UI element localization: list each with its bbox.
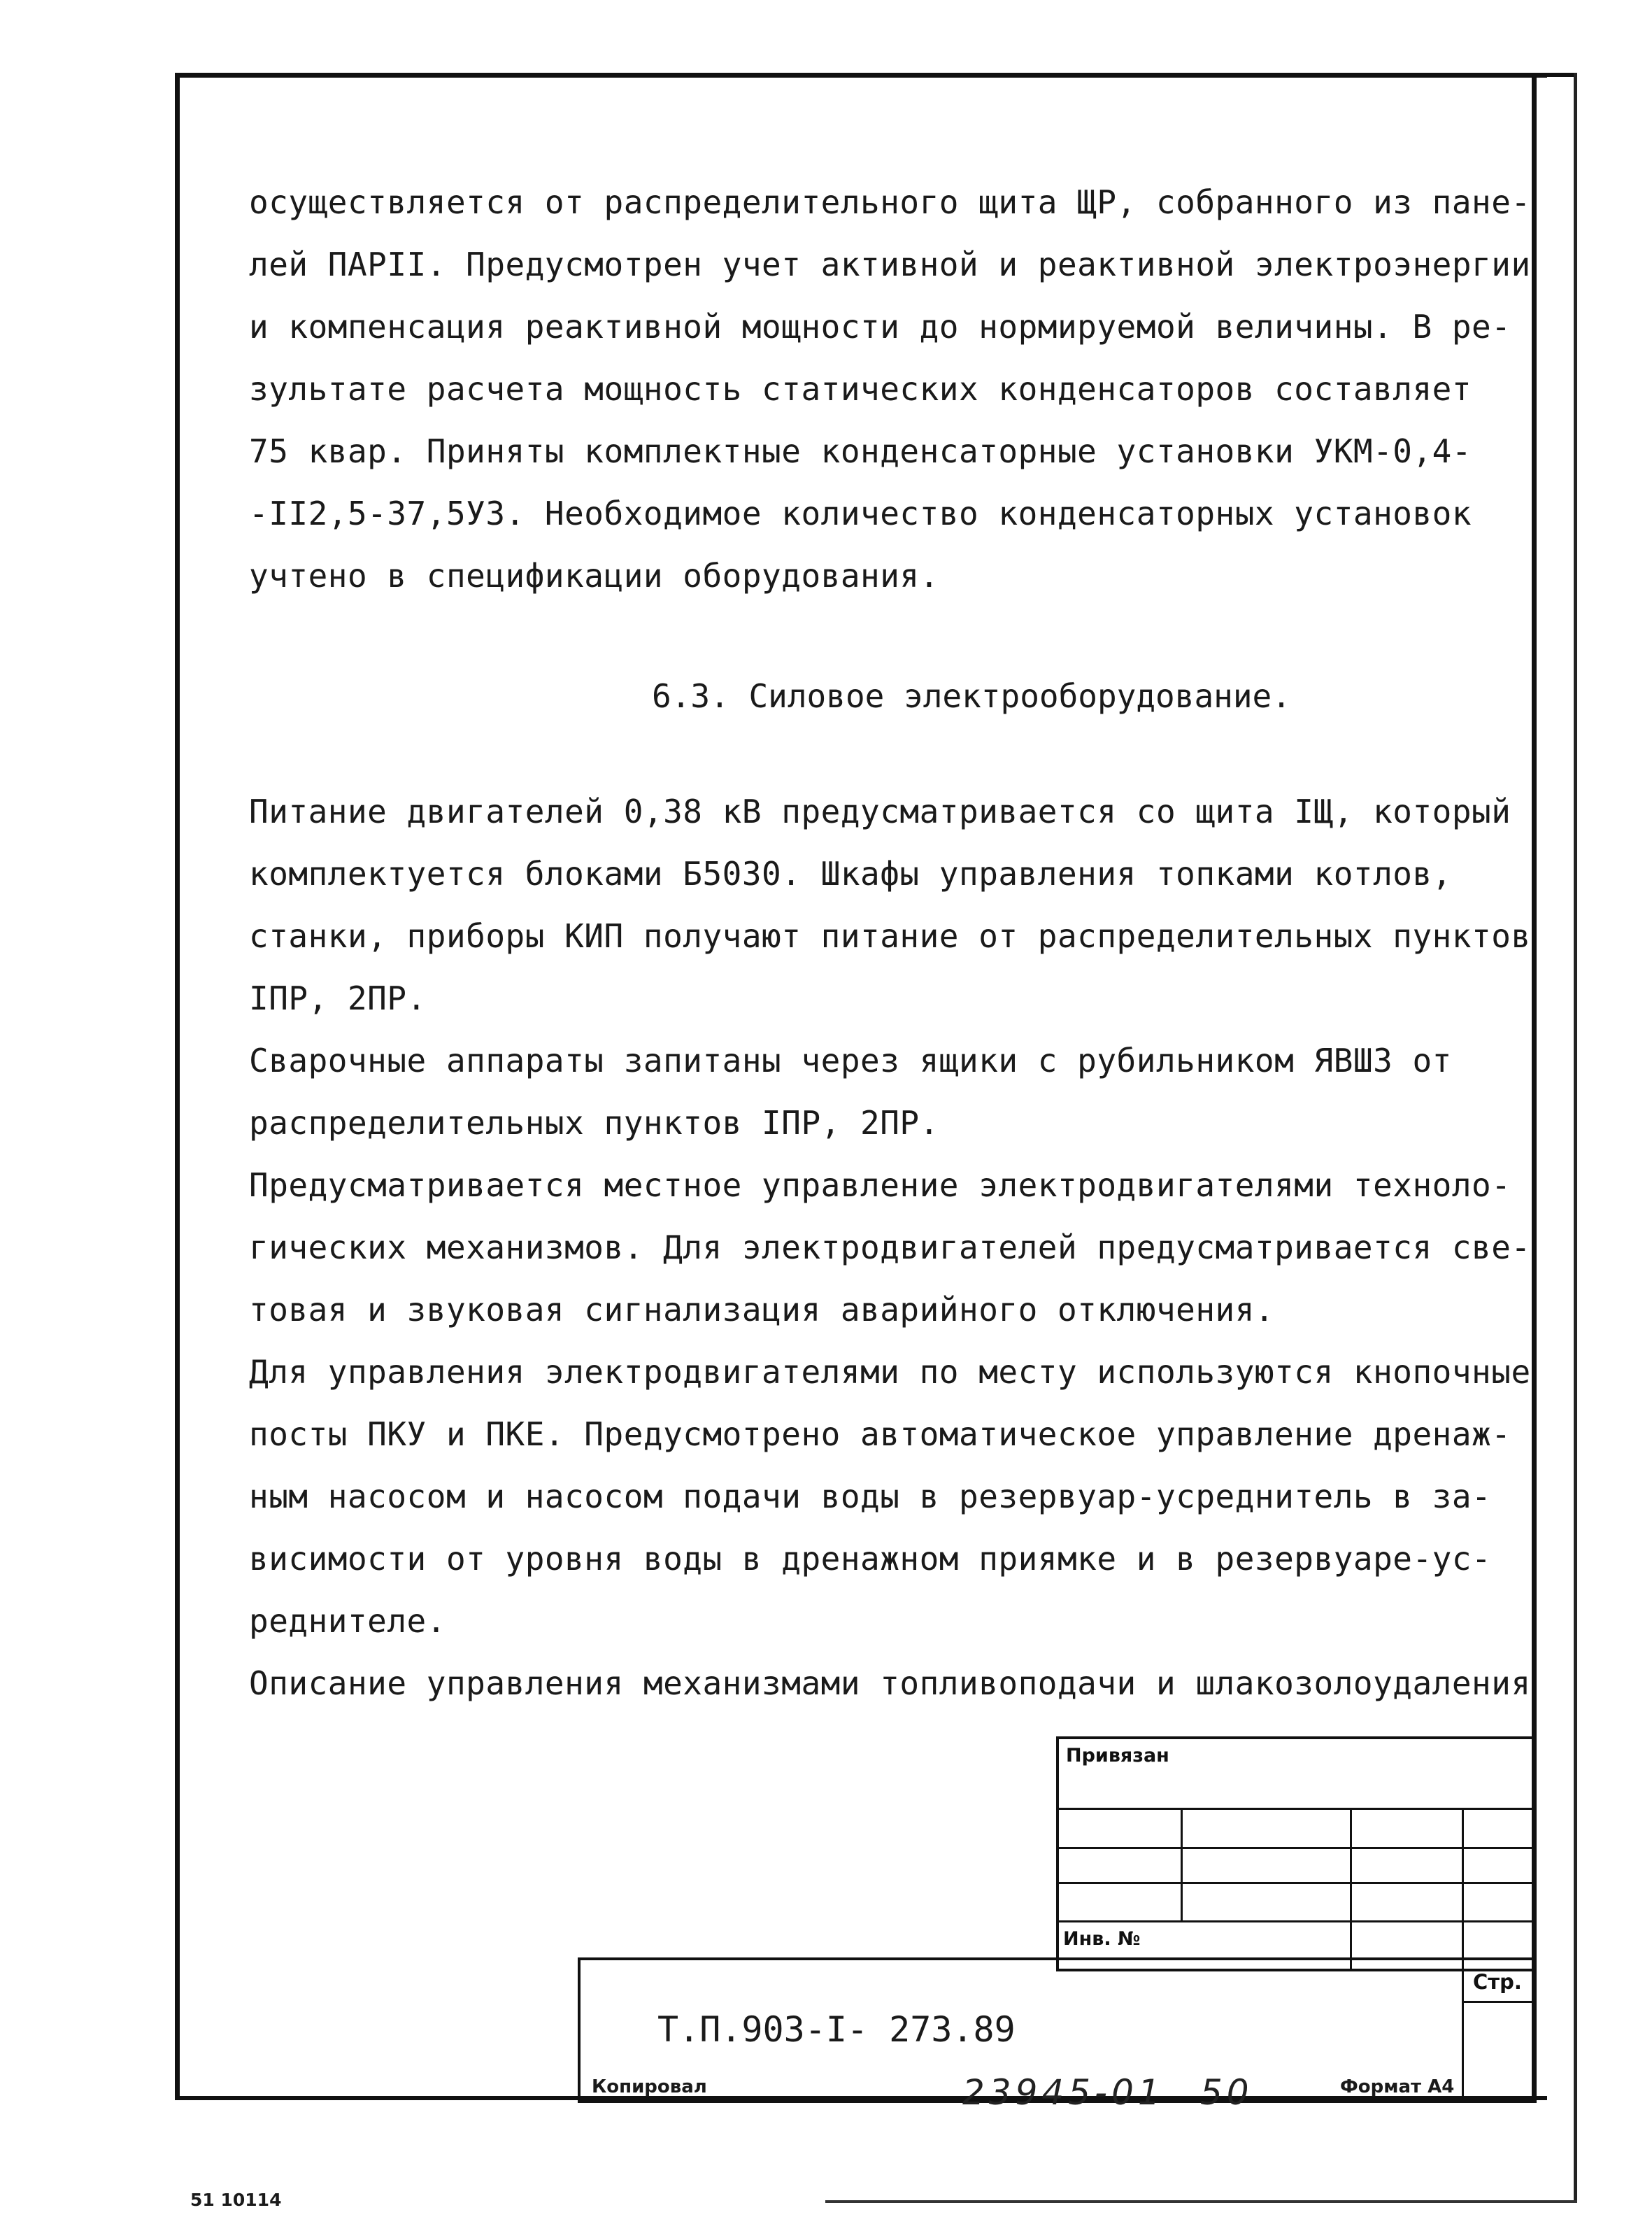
table-rule bbox=[1462, 1957, 1464, 2103]
table-rule bbox=[1462, 1808, 1464, 1971]
document-code: Т.П.903-I- 273.89 bbox=[657, 2009, 1016, 2050]
page-label: Стр. bbox=[1473, 1970, 1522, 1994]
table-rule bbox=[1350, 1808, 1352, 1971]
text-line: учтено в спецификации оборудования. bbox=[249, 557, 939, 595]
text-line: распределительных пунктов IПР, 2ПР. bbox=[249, 1104, 939, 1142]
outer-bottom-border bbox=[825, 2200, 1577, 2203]
text-line: лей ПАРII. Предусмотрен учет активной и реактивной электроэнергии bbox=[249, 246, 1531, 283]
text-line: зультате расчета мощность статических конденсаторов составляет bbox=[249, 370, 1472, 408]
text-line: станки, приборы КИП получают питание от распределительных пунктов bbox=[249, 917, 1531, 955]
text-line: товая и звуковая сигнализация аварийного отключения. bbox=[249, 1291, 1275, 1329]
text-line: осуществляется от распределительного щита ЩР, собранного из пане- bbox=[249, 183, 1531, 221]
text-line: IПР, 2ПР. bbox=[249, 979, 427, 1017]
table-rule bbox=[1056, 1808, 1537, 1810]
outer-right-border bbox=[1574, 73, 1577, 2203]
table-rule bbox=[1056, 1882, 1537, 1884]
text-line: висимости от уровня воды в дренажном приямке и в резервуаре-ус- bbox=[249, 1540, 1492, 1578]
text-line: Сварочные аппараты запитаны через ящики с рубильником ЯВШЗ от bbox=[249, 1042, 1452, 1079]
format-label: Формат А4 bbox=[1340, 2076, 1455, 2097]
frame-top-extension bbox=[1532, 73, 1576, 77]
paragraph-1 bbox=[249, 171, 1531, 607]
linked-label: Привязан bbox=[1066, 1745, 1169, 1766]
paragraph-2 bbox=[249, 781, 1531, 1715]
page-number: 50 bbox=[1200, 2072, 1253, 2113]
text-line: посты ПКУ и ПКЕ. Предусмотрено автоматическое управление дренаж- bbox=[249, 1415, 1511, 1453]
text-line: комплектуется блоками Б5030. Шкафы управления топками котлов, bbox=[249, 855, 1452, 893]
copied-label: Копировал bbox=[592, 2076, 707, 2097]
handwritten-number: 23945-01 bbox=[962, 2072, 1165, 2113]
text-line: гических механизмов. Для электродвигателей предусматривается све- bbox=[249, 1228, 1531, 1266]
text-line: и компенсация реактивной мощности до нормируемой величины. В ре- bbox=[249, 308, 1511, 346]
text-line: реднителе. bbox=[249, 1602, 446, 1640]
text-line: Предусматривается местное управление электродвигателями техноло- bbox=[249, 1166, 1511, 1204]
text-line: Питание двигателей 0,38 кВ предусматривается со щита IЩ, который bbox=[249, 793, 1511, 830]
inventory-number-label: Инв. № bbox=[1063, 1928, 1141, 1950]
text-line: Описание управления механизмами топливоподачи и шлакозолоудаления bbox=[249, 1664, 1531, 1702]
table-rule bbox=[1056, 1920, 1537, 1922]
text-line: 75 квар. Приняты комплектные конденсаторные установки УКМ-0,4- bbox=[249, 432, 1472, 470]
text-line: -II2,5-37,5УЗ. Необходимое количество конденсаторных установок bbox=[249, 495, 1472, 532]
section-title: 6.3. Силовое электрооборудование. bbox=[652, 677, 1291, 715]
text-line: ным насосом и насосом подачи воды в резервуар-усреднитель в за- bbox=[249, 1478, 1492, 1515]
table-rule bbox=[1462, 2001, 1537, 2003]
table-rule bbox=[1056, 1847, 1537, 1849]
table-rule bbox=[1181, 1808, 1183, 1920]
sheet-code: 51 10114 bbox=[190, 2190, 282, 2210]
text-line: Для управления электродвигателями по месту используются кнопочные bbox=[249, 1353, 1531, 1391]
